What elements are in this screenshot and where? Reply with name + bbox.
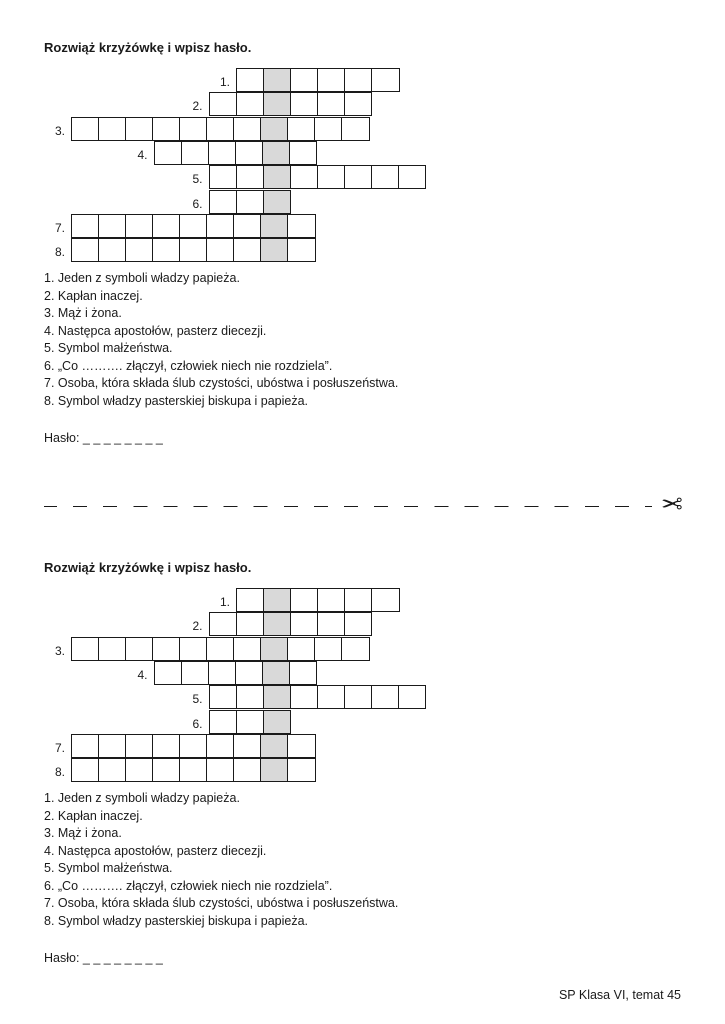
clue-4: 4. Następca apostołów, pasterz diecezji. — [44, 323, 267, 338]
letter-cell[interactable] — [233, 734, 262, 758]
letter-cell[interactable] — [206, 117, 235, 141]
clue-8: 8. Symbol władzy pasterskiej biskupa i papieża. — [44, 913, 309, 928]
row-cells — [209, 92, 373, 116]
row-number: 2. — [192, 99, 203, 114]
letter-cell[interactable] — [181, 661, 210, 685]
letter-cell[interactable] — [290, 612, 319, 636]
letter-cell[interactable] — [125, 637, 154, 661]
key-letter-cell[interactable] — [263, 165, 292, 189]
letter-cell[interactable] — [98, 238, 127, 262]
key-letter-cell[interactable] — [260, 117, 289, 141]
clue-1: 1. Jeden z symboli władzy papieża. — [44, 791, 240, 805]
row-cells — [236, 588, 400, 612]
letter-cell[interactable] — [208, 141, 237, 165]
letter-cell[interactable] — [371, 685, 400, 709]
letter-cell[interactable] — [179, 637, 208, 661]
key-letter-cell[interactable] — [262, 141, 291, 165]
letter-cell[interactable] — [236, 710, 265, 734]
letter-cell[interactable] — [236, 685, 265, 709]
letter-cell[interactable] — [98, 214, 127, 238]
letter-cell[interactable] — [317, 165, 346, 189]
row-cells — [209, 685, 427, 709]
letter-cell[interactable] — [152, 758, 181, 782]
row-number: 8. — [54, 765, 65, 780]
letter-cell[interactable] — [71, 734, 100, 758]
instruction-title: Rozwiąż krzyżówkę i wpisz hasło. — [44, 40, 252, 55]
page-footer: SP Klasa VI, temat 45 — [558, 988, 681, 1002]
row-cells — [71, 238, 316, 262]
haslo-line: Hasło: _ _ _ _ _ _ _ _ — [44, 951, 163, 965]
letter-cell[interactable] — [344, 685, 373, 709]
clues-list — [44, 270, 398, 410]
clue-3: 3. Mąż i żona. — [44, 306, 122, 320]
instruction-title: Rozwiąż krzyżówkę i wpisz hasło. — [44, 560, 252, 575]
row-cells — [209, 165, 427, 189]
row-cells — [236, 68, 400, 92]
letter-cell[interactable] — [317, 588, 346, 612]
letter-cell[interactable] — [233, 214, 262, 238]
letter-cell[interactable] — [314, 117, 343, 141]
letter-cell[interactable] — [125, 117, 154, 141]
row-cells — [154, 661, 318, 685]
clue-7: 7. Osoba, która składa ślub czystości, ubóstwa i posłuszeństwa. — [44, 376, 399, 390]
letter-cell[interactable] — [290, 685, 319, 709]
clue-4: 4. Następca apostołów, pasterz diecezji. — [44, 843, 267, 858]
row-number: 2. — [192, 619, 203, 634]
letter-cell[interactable] — [209, 165, 238, 189]
letter-cell[interactable] — [98, 117, 127, 141]
letter-cell[interactable] — [98, 637, 127, 661]
letter-cell[interactable] — [179, 734, 208, 758]
letter-cell[interactable] — [206, 238, 235, 262]
letter-cell[interactable] — [209, 612, 238, 636]
letter-cell[interactable] — [314, 637, 343, 661]
row-number: 7. — [54, 220, 65, 235]
letter-cell[interactable] — [287, 758, 316, 782]
letter-cell[interactable] — [206, 637, 235, 661]
key-letter-cell[interactable] — [262, 661, 291, 685]
row-cells — [71, 758, 316, 782]
letter-cell[interactable] — [125, 758, 154, 782]
row-cells — [209, 612, 373, 636]
letter-cell[interactable] — [289, 141, 318, 165]
letter-cell[interactable] — [206, 734, 235, 758]
letter-cell[interactable] — [179, 758, 208, 782]
key-letter-cell[interactable] — [263, 92, 292, 116]
letter-cell[interactable] — [233, 117, 262, 141]
letter-cell[interactable] — [287, 637, 316, 661]
row-number: 1. — [219, 75, 230, 89]
row-cells — [71, 734, 316, 758]
row-number: 6. — [192, 196, 203, 211]
key-letter-cell[interactable] — [260, 758, 289, 782]
key-letter-cell[interactable] — [263, 710, 292, 734]
row-cells — [209, 190, 292, 214]
scissors-icon: ✂ — [661, 490, 683, 520]
letter-cell[interactable] — [152, 238, 181, 262]
clue-7: 7. Osoba, która składa ślub czystości, ubóstwa i posłuszeństwa. — [44, 896, 399, 910]
row-cells — [71, 637, 370, 661]
letter-cell[interactable] — [209, 92, 238, 116]
letter-cell[interactable] — [371, 588, 400, 612]
clue-5: 5. Symbol małżeństwa. — [44, 341, 173, 355]
row-number: 5. — [192, 172, 203, 187]
letter-cell[interactable] — [290, 588, 319, 612]
letter-cell[interactable] — [341, 637, 370, 661]
letter-cell[interactable] — [236, 165, 265, 189]
letter-cell[interactable] — [317, 612, 346, 636]
letter-cell[interactable] — [209, 710, 238, 734]
key-letter-cell[interactable] — [260, 238, 289, 262]
row-number: 4. — [137, 147, 148, 162]
letter-cell[interactable] — [287, 734, 316, 758]
letter-cell[interactable] — [236, 612, 265, 636]
row-number: 3. — [54, 123, 65, 138]
letter-cell[interactable] — [71, 758, 100, 782]
letter-cell[interactable] — [125, 734, 154, 758]
cut-line — [44, 490, 683, 520]
letter-cell[interactable] — [71, 238, 100, 262]
clue-1: 1. Jeden z symboli władzy papieża. — [44, 271, 240, 285]
row-number: 3. — [54, 643, 65, 658]
letter-cell[interactable] — [236, 92, 265, 116]
letter-cell[interactable] — [290, 92, 319, 116]
letter-cell[interactable] — [235, 661, 264, 685]
clues-list — [44, 790, 398, 930]
key-letter-cell[interactable] — [263, 190, 292, 214]
letter-cell[interactable] — [398, 685, 427, 709]
haslo-line: Hasło: _ _ _ _ _ _ _ _ — [44, 431, 163, 445]
letter-cell[interactable] — [125, 238, 154, 262]
row-cells — [71, 117, 370, 141]
letter-cell[interactable] — [71, 637, 100, 661]
key-letter-cell[interactable] — [263, 68, 292, 92]
letter-cell[interactable] — [317, 685, 346, 709]
row-number: 4. — [137, 667, 148, 682]
letter-cell[interactable] — [290, 68, 319, 92]
letter-cell[interactable] — [236, 190, 265, 214]
letter-cell[interactable] — [287, 238, 316, 262]
row-number: 6. — [192, 716, 203, 731]
letter-cell[interactable] — [154, 661, 183, 685]
row-number: 7. — [54, 740, 65, 755]
letter-cell[interactable] — [152, 637, 181, 661]
letter-cell[interactable] — [208, 661, 237, 685]
letter-cell[interactable] — [98, 758, 127, 782]
clue-2: 2. Kapłan inaczej. — [44, 808, 143, 823]
row-cells — [209, 710, 292, 734]
letter-cell[interactable] — [344, 612, 373, 636]
letter-cell[interactable] — [344, 588, 373, 612]
letter-cell[interactable] — [209, 190, 238, 214]
letter-cell[interactable] — [98, 734, 127, 758]
letter-cell[interactable] — [154, 141, 183, 165]
row-cells — [71, 214, 316, 238]
key-letter-cell[interactable] — [260, 637, 289, 661]
key-letter-cell[interactable] — [263, 612, 292, 636]
letter-cell[interactable] — [181, 141, 210, 165]
row-number: 8. — [54, 245, 65, 260]
letter-cell[interactable] — [344, 68, 373, 92]
letter-cell[interactable] — [152, 734, 181, 758]
letter-cell[interactable] — [236, 588, 265, 612]
key-letter-cell[interactable] — [260, 734, 289, 758]
letter-cell[interactable] — [371, 165, 400, 189]
letter-cell[interactable] — [235, 141, 264, 165]
key-letter-cell[interactable] — [260, 214, 289, 238]
letter-cell[interactable] — [152, 214, 181, 238]
letter-cell[interactable] — [344, 165, 373, 189]
row-number: 5. — [192, 692, 203, 707]
letter-cell[interactable] — [344, 92, 373, 116]
letter-cell[interactable] — [206, 214, 235, 238]
letter-cell[interactable] — [179, 238, 208, 262]
letter-cell[interactable] — [290, 165, 319, 189]
letter-cell[interactable] — [206, 758, 235, 782]
clue-6: 6. „Co ………. złączył, człowiek niech nie rozdziela”. — [44, 358, 333, 373]
letter-cell[interactable] — [341, 117, 370, 141]
clue-2: 2. Kapłan inaczej. — [44, 288, 143, 303]
row-number: 1. — [219, 595, 230, 609]
clue-8: 8. Symbol władzy pasterskiej biskupa i papieża. — [44, 393, 309, 408]
letter-cell[interactable] — [71, 214, 100, 238]
key-letter-cell[interactable] — [263, 588, 292, 612]
letter-cell[interactable] — [236, 68, 265, 92]
letter-cell[interactable] — [209, 685, 238, 709]
dashed-line — [44, 506, 652, 507]
letter-cell[interactable] — [317, 92, 346, 116]
letter-cell[interactable] — [317, 68, 346, 92]
clue-5: 5. Symbol małżeństwa. — [44, 861, 173, 875]
letter-cell[interactable] — [179, 214, 208, 238]
letter-cell[interactable] — [233, 637, 262, 661]
row-cells — [154, 141, 318, 165]
clue-3: 3. Mąż i żona. — [44, 826, 122, 840]
letter-cell[interactable] — [287, 214, 316, 238]
letter-cell[interactable] — [179, 117, 208, 141]
letter-cell[interactable] — [152, 117, 181, 141]
key-letter-cell[interactable] — [263, 685, 292, 709]
letter-cell[interactable] — [287, 117, 316, 141]
clue-6: 6. „Co ………. złączył, człowiek niech nie rozdziela”. — [44, 878, 333, 893]
letter-cell[interactable] — [71, 117, 100, 141]
letter-cell[interactable] — [289, 661, 318, 685]
letter-cell[interactable] — [233, 238, 262, 262]
letter-cell[interactable] — [233, 758, 262, 782]
letter-cell[interactable] — [125, 214, 154, 238]
letter-cell[interactable] — [398, 165, 427, 189]
letter-cell[interactable] — [371, 68, 400, 92]
